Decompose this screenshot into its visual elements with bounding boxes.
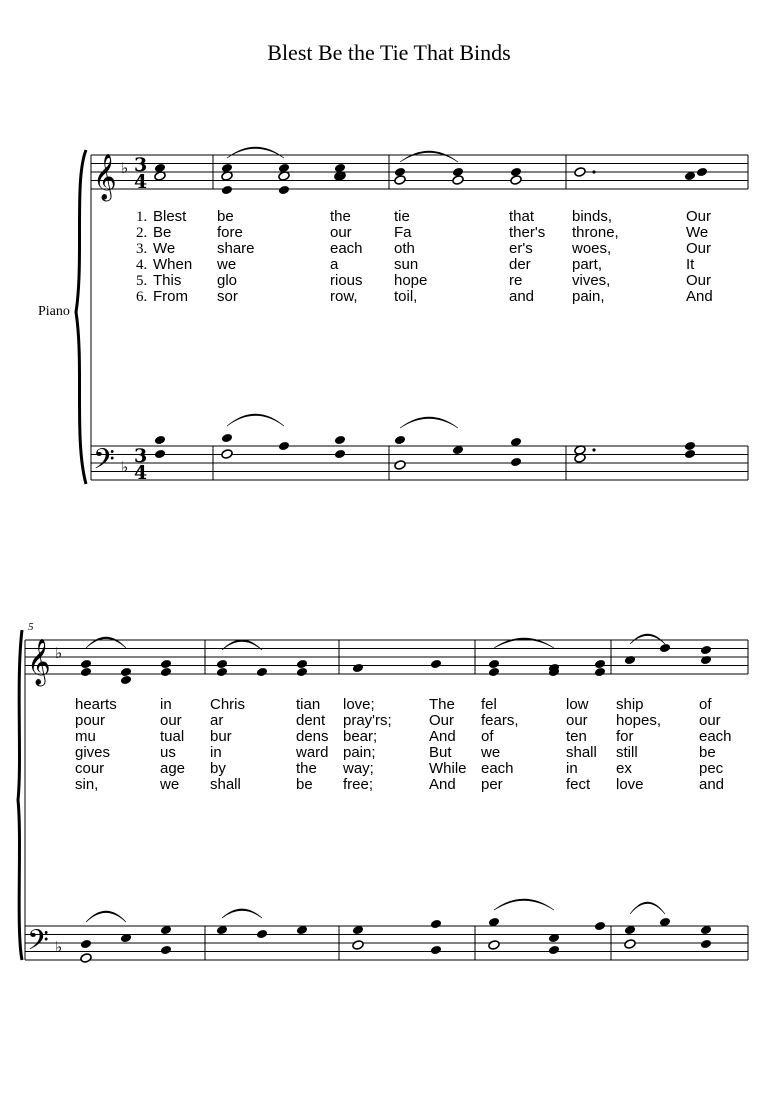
lyric-syllable: ex [616,760,632,777]
lyric-syllable: hope [394,272,428,289]
flat-sign: ♭ [55,938,63,956]
lyric-syllable: row, [330,288,358,305]
lyric-syllable: ther's [509,224,546,241]
notehead [624,655,636,666]
notehead [334,435,346,446]
notehead [221,185,233,196]
notehead [221,433,233,444]
lyric-syllable: When [153,256,193,273]
notehead [394,460,406,471]
notehead [221,449,233,460]
lyric-syllable: we [160,776,180,793]
notehead [452,167,464,178]
notehead [334,449,346,460]
lyric-syllable: per [481,776,503,793]
slur [630,634,665,644]
notehead [154,435,166,446]
lyric-syllable: re [509,272,523,289]
lyric-syllable: The [429,696,455,713]
lyric-syllable: sun [394,256,419,273]
augmentation-dot [592,170,595,173]
lyric-syllable: cour [75,760,105,777]
notehead [296,659,308,670]
lyric-syllable: be [699,744,716,761]
lyric-syllable: and [509,288,535,305]
notehead [80,939,92,950]
lyric-syllable: fel [481,696,497,713]
lyric-syllable: in [566,760,578,777]
notehead [548,945,560,956]
notehead [160,945,172,956]
lyric-syllable: for [616,728,634,745]
lyric-syllable: ar [210,712,224,729]
notehead [430,945,442,956]
notehead [394,435,406,446]
lyric-syllable: Chris [210,696,246,713]
verse-number: 6. [136,289,148,305]
notehead [80,667,92,678]
notehead [216,667,228,678]
score-title: Blest Be the Tie That Binds [267,40,511,65]
verse-number: 4. [136,257,148,273]
lyric-syllable: dent [296,712,326,729]
slur [400,151,458,162]
notehead [216,659,228,670]
notehead [352,663,364,674]
notehead [80,659,92,670]
slur [494,899,554,910]
lyric-syllable: fore [217,224,243,241]
time-signature-bottom: 4 [134,171,148,193]
lyric-syllable: ward [296,744,329,761]
lyric-syllable: our [330,224,352,241]
lyric-syllable: a [330,256,339,273]
lyric-syllable: tie [394,208,410,225]
lyric-syllable: tian [296,696,321,713]
lyric-syllable: be [217,208,234,225]
notehead [160,667,172,678]
lyric-syllable: It [686,256,695,273]
notehead [352,940,364,951]
lyric-syllable: our [160,712,182,729]
lyric-syllable: hopes, [616,712,662,729]
lyric-syllable: the [296,760,317,777]
lyric-syllable: by [210,760,226,777]
lyric-syllable: shall [566,744,597,761]
lyric-syllable: This [153,272,182,289]
treble-clef: 𝄞 [93,154,117,200]
bass-clef: 𝄢 [93,443,115,483]
lyric-syllable: And [429,776,456,793]
notehead [594,659,606,670]
notehead [700,655,712,666]
lyric-syllable: fears, [481,712,519,729]
lyric-syllable: shall [210,776,241,793]
lyric-syllable: still [616,744,638,761]
notehead [684,441,696,452]
augmentation-dot [592,448,595,451]
lyric-syllable: we [217,256,237,273]
lyric-syllable: fect [566,776,591,793]
notehead [700,939,712,950]
lyric-syllable: pray'rs; [343,712,392,729]
lyric-syllable: age [160,760,186,777]
lyric-syllable: gives [75,744,111,761]
lyric-syllable: bur [210,728,232,745]
lyric-syllable: us [160,744,176,761]
lyric-syllable: pour [75,712,106,729]
notehead [488,940,500,951]
lyric-syllable: be [296,776,313,793]
notehead [160,659,172,670]
slur [222,909,262,918]
brace [76,150,86,484]
lyric-syllable: dens [296,728,329,745]
lyric-syllable: woes, [572,240,612,257]
notehead [684,449,696,460]
lyric-syllable: Our [686,272,712,289]
lyric-syllable: each [699,728,732,745]
notehead [256,667,268,678]
notehead [594,667,606,678]
notehead [394,175,406,186]
lyric-syllable: pec [699,760,724,777]
measure-number: 5 [28,621,34,633]
notehead [296,667,308,678]
brace [18,630,22,960]
lyric-syllable: Be [153,224,172,241]
notehead [488,667,500,678]
lyric-syllable: part, [572,256,603,273]
notehead [510,457,522,468]
notehead [452,175,464,186]
lyric-syllable: From [153,288,188,305]
lyric-syllable: love; [343,696,375,713]
lyric-syllable: While [429,760,467,777]
lyric-syllable: in [210,744,222,761]
notehead [120,667,132,678]
lyric-syllable: Our [429,712,455,729]
flat-sign: ♭ [121,159,129,177]
lyric-syllable: ship [616,696,644,713]
lyric-syllable: Our [686,240,712,257]
slur [227,414,284,426]
lyric-syllable: binds, [572,208,613,225]
notehead [120,675,132,686]
lyric-syllable: Our [686,208,712,225]
lyric-syllable: that [509,208,535,225]
lyric-syllable: share [217,240,255,257]
notehead [256,929,268,940]
lyric-syllable: pain, [572,288,605,305]
lyric-syllable: vives, [572,272,611,289]
bass-clef: 𝄢 [27,924,49,964]
time-signature-top: 3 [134,154,148,176]
lyric-syllable: the [330,208,351,225]
lyric-syllable: free; [343,776,374,793]
verse-number: 3. [136,241,148,257]
lyric-syllable: in [160,696,172,713]
lyric-syllable: throne, [572,224,619,241]
lyric-syllable: our [699,712,721,729]
lyric-syllable: and [699,776,725,793]
lyric-syllable: rious [330,272,363,289]
lyric-syllable: we [481,744,501,761]
lyric-syllable: of [699,696,712,713]
lyric-syllable: We [153,240,176,257]
lyric-syllable: Fa [394,224,412,241]
lyric-syllable: sor [217,288,238,305]
lyric-syllable: Blest [153,208,187,225]
notehead [488,659,500,670]
time-signature-top: 3 [134,445,148,467]
lyric-syllable: each [481,760,514,777]
notehead [574,167,586,178]
lyric-syllable: And [686,288,713,305]
notehead [510,167,522,178]
lyric-syllable: low [566,696,589,713]
notehead [80,953,92,964]
lyric-syllable: oth [394,240,415,257]
lyric-syllable: der [509,256,531,273]
lyric-syllable: But [429,744,452,761]
lyric-syllable: sin, [75,776,99,793]
slur [86,637,126,648]
verse-number: 1. [136,209,148,225]
lyric-syllable: love [616,776,644,793]
lyric-syllable: er's [509,240,533,257]
lyric-syllable: We [686,224,709,241]
notehead [430,919,442,930]
lyric-syllable: hearts [75,696,117,713]
flat-sign: ♭ [55,644,63,662]
notehead [696,167,708,178]
slur [86,911,126,922]
lyric-syllable: ten [566,728,587,745]
lyric-syllable: tual [160,728,185,745]
verse-number: 5. [136,273,148,289]
notehead [659,643,671,654]
notehead [594,921,606,932]
notehead [624,939,636,950]
verse-number: 2. [136,225,148,241]
lyric-syllable: bear; [343,728,378,745]
treble-clef: 𝄞 [27,639,51,685]
flat-sign: ♭ [121,458,129,476]
notehead [430,659,442,670]
notehead [700,645,712,656]
lyric-syllable: each [330,240,363,257]
time-signature-bottom: 4 [134,462,148,484]
notehead [278,185,290,196]
lyric-syllable: toil, [394,288,418,305]
slur [227,147,284,158]
lyric-syllable: of [481,728,494,745]
lyric-syllable: way; [343,760,374,777]
lyric-syllable: glo [217,272,238,289]
lyric-syllable: mu [75,728,96,745]
lyric-syllable: our [566,712,588,729]
slur [400,417,458,428]
lyric-syllable: pain; [343,744,376,761]
slur [630,902,665,914]
notehead [154,449,166,460]
notehead [278,441,290,452]
slur [494,638,554,648]
notehead [394,167,406,178]
notehead [510,175,522,186]
instrument-label: Piano [38,304,70,319]
lyric-syllable: And [429,728,456,745]
